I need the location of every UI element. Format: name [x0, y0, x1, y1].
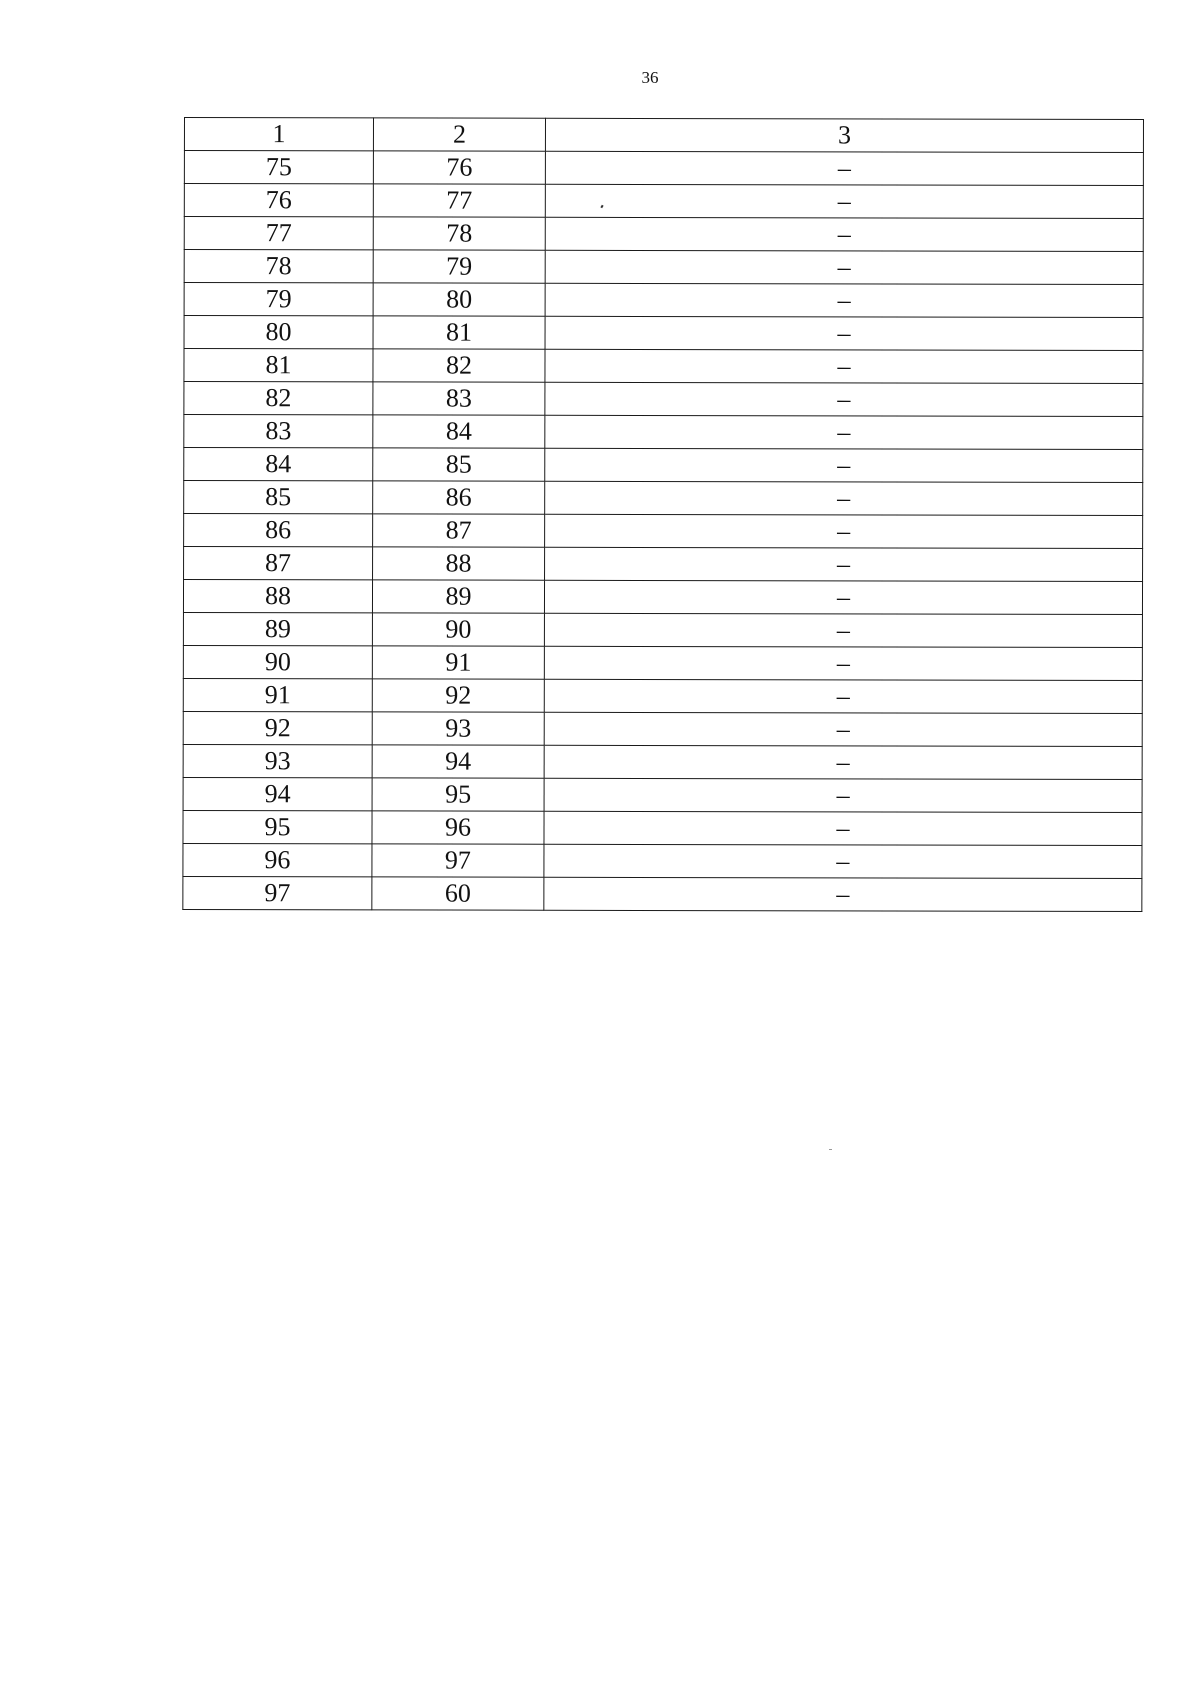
- table-row: [184, 184, 1143, 219]
- table-cell-col2: 79: [373, 250, 545, 283]
- header-cell-3: 3: [545, 118, 1143, 152]
- table-cell-col1: 97: [183, 876, 372, 909]
- table-cell-col1: 83: [184, 415, 373, 448]
- table-cell-col2: 93: [372, 712, 544, 745]
- table-row: [184, 217, 1143, 252]
- table-cell-col1: 78: [184, 250, 373, 283]
- table-cell-col2: 86: [373, 481, 545, 514]
- scan-speck: [829, 1149, 832, 1150]
- table-cell-col2: 77: [373, 184, 545, 217]
- table-cell-col1: 82: [184, 382, 373, 415]
- table-row: [183, 777, 1142, 812]
- table-row: [184, 415, 1143, 450]
- table-cell-col3: –: [545, 415, 1143, 449]
- table-cell-col1: 89: [183, 612, 372, 645]
- table-cell-col3: –: [545, 151, 1143, 185]
- table-cell-col1: 85: [184, 481, 373, 514]
- table-row: [184, 349, 1143, 384]
- table-cell-col3: –: [544, 679, 1142, 713]
- table-cell-col3: –: [545, 283, 1143, 317]
- table-cell-col1: 90: [183, 645, 372, 678]
- table-cell-col2: 82: [373, 349, 545, 382]
- table-cell-col1: 93: [183, 744, 372, 777]
- data-table: [182, 117, 1144, 912]
- table-cell-col2: 95: [372, 778, 544, 811]
- table-cell-col2: 81: [373, 316, 545, 349]
- table-cell-col3: –: [544, 844, 1142, 878]
- table-cell-col3: –: [545, 184, 1143, 218]
- table-cell-col1: 79: [184, 283, 373, 316]
- table-cell-col1: 95: [183, 810, 372, 843]
- table-header-row: [184, 118, 1143, 153]
- table-cell-col1: 77: [184, 217, 373, 250]
- table-row: [184, 250, 1143, 285]
- table-row: [184, 514, 1143, 549]
- table-cell-col1: 96: [183, 843, 372, 876]
- table-cell-col3: –: [544, 877, 1142, 911]
- table-row: [183, 645, 1142, 680]
- table-cell-col2: 80: [373, 283, 545, 316]
- table-cell-col3: –: [545, 316, 1143, 350]
- table-cell-col2: 90: [372, 613, 544, 646]
- table-cell-col3: –: [545, 514, 1143, 548]
- table-cell-col2: 96: [372, 811, 544, 844]
- table-row: [184, 547, 1143, 582]
- table-cell-col2: 60: [372, 877, 544, 910]
- table-cell-col3: –: [545, 481, 1143, 515]
- table-cell-col1: 86: [184, 514, 373, 547]
- table-cell-col1: 76: [184, 184, 373, 217]
- table-row: [183, 843, 1142, 878]
- table-row: [184, 316, 1143, 351]
- table-cell-col3: –: [545, 382, 1143, 416]
- table-cell-col1: 88: [183, 580, 372, 613]
- table-cell-col1: 91: [183, 678, 372, 711]
- table-cell-col2: 87: [373, 514, 545, 547]
- table-row: [183, 612, 1142, 647]
- table-row: [184, 283, 1143, 318]
- table-cell-col3: –: [545, 217, 1143, 251]
- table-cell-col3: –: [544, 778, 1142, 812]
- table-cell-col1: 87: [184, 547, 373, 580]
- table-cell-col1: 81: [184, 349, 373, 382]
- table-cell-col2: 91: [372, 646, 544, 679]
- table-row: [184, 151, 1143, 186]
- table-row: [183, 711, 1142, 746]
- table-cell-col3: –: [544, 811, 1142, 845]
- table-cell-col2: 94: [372, 745, 544, 778]
- table-cell-col2: 76: [373, 151, 545, 184]
- table-row: [184, 448, 1143, 483]
- table-row: [183, 580, 1142, 615]
- table-cell-col1: 92: [183, 711, 372, 744]
- table-body: [183, 118, 1144, 912]
- table-cell-col2: 89: [372, 580, 544, 613]
- table-row: [183, 876, 1142, 911]
- table-cell-col1: 94: [183, 777, 372, 810]
- table-cell-col2: 84: [373, 415, 545, 448]
- table-cell-col2: 85: [373, 448, 545, 481]
- table-cell-col3: –: [544, 613, 1142, 647]
- table-cell-col2: 83: [373, 382, 545, 415]
- table-cell-col3: –: [544, 646, 1142, 680]
- table-cell-col3: –: [544, 745, 1142, 779]
- table-cell-col2: 97: [372, 844, 544, 877]
- table-row: [183, 744, 1142, 779]
- table-cell-col1: 84: [184, 448, 373, 481]
- table-cell-col1: 80: [184, 316, 373, 349]
- table-row: [183, 810, 1142, 845]
- header-cell-1: 1: [184, 118, 373, 151]
- table-cell-col3: –: [544, 580, 1142, 614]
- table-cell-col3: –: [545, 448, 1143, 482]
- table-cell-col3: –: [544, 712, 1142, 746]
- table-cell-col3: –: [545, 250, 1143, 284]
- page-number: 36: [641, 68, 659, 87]
- table-cell-col2: 78: [373, 217, 545, 250]
- table-row: [184, 382, 1143, 417]
- table-row: [184, 481, 1143, 516]
- table-cell-col2: 88: [373, 547, 545, 580]
- table-row: [183, 678, 1142, 713]
- table-cell-col3: –: [545, 349, 1143, 383]
- table-cell-col2: 92: [372, 679, 544, 712]
- header-cell-2: 2: [373, 118, 545, 151]
- table-cell-col1: 75: [184, 151, 373, 184]
- table-cell-col3: –: [545, 547, 1143, 581]
